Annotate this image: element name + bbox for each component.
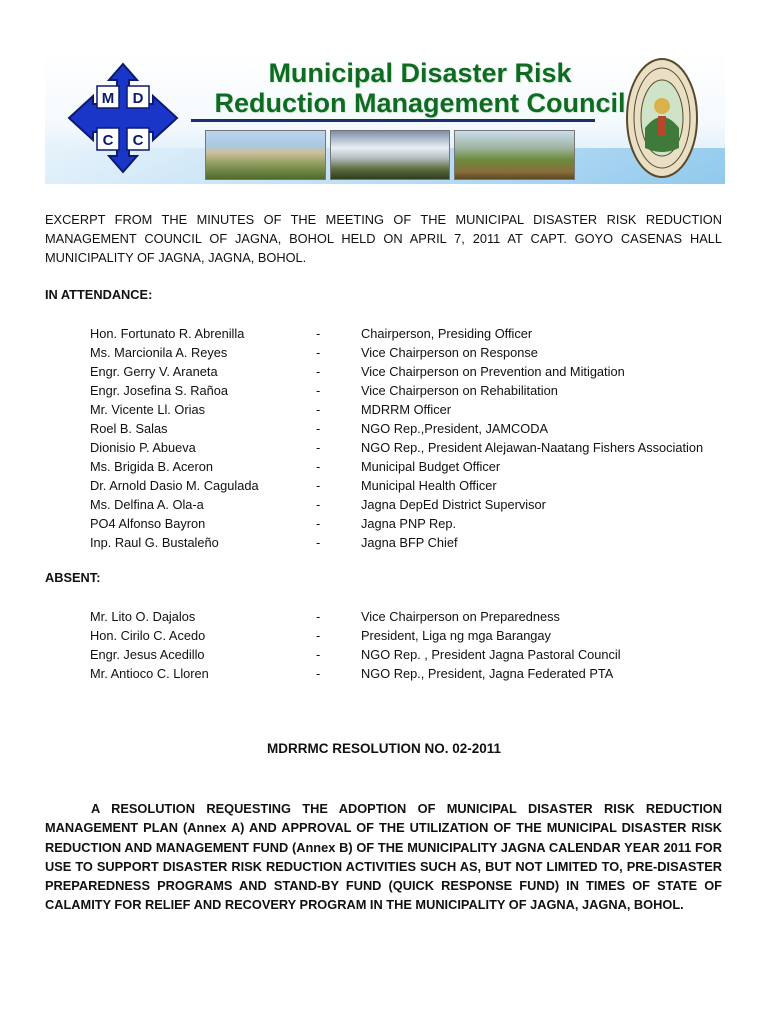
council-title-line1: Municipal Disaster Risk (268, 58, 572, 88)
separator: - (316, 478, 321, 493)
attendee-role: NGO Rep.,President, JAMCODA (361, 421, 549, 436)
list-item (90, 476, 730, 495)
attendee-name: Mr. Vicente Ll. Orias (90, 402, 205, 417)
list-item (90, 533, 730, 552)
separator: - (316, 440, 321, 455)
separator: - (316, 628, 321, 643)
absentee-name: Mr. Antioco C. Lloren (90, 666, 209, 681)
attendee-name: Dr. Arnold Dasio M. Cagulada (90, 478, 259, 493)
logo-letter-m: M (101, 90, 115, 107)
absentee-name: Mr. Lito O. Dajalos (90, 609, 196, 624)
absentee-role: President, Liga ng mga Barangay (361, 628, 551, 643)
attendee-role: Vice Chairperson on Prevention and Mitigation (361, 364, 625, 379)
council-title-line2: Reduction Management Council (214, 88, 626, 118)
storm-photo (330, 130, 451, 180)
attendee-name: Ms. Marcionila A. Reyes (90, 345, 228, 360)
attendee-name: Ms. Brigida B. Aceron (90, 459, 214, 474)
separator: - (316, 421, 321, 436)
separator: - (316, 364, 321, 379)
separator: - (316, 647, 321, 662)
absentee-name: Engr. Jesus Acedillo (90, 647, 205, 662)
attendee-role: Municipal Health Officer (361, 478, 497, 493)
landslide-photo (205, 130, 326, 180)
attendee-name: Inp. Raul G. Bustaleño (90, 535, 219, 550)
list-item (90, 438, 730, 457)
absentee-name: Hon. Cirilo C. Acedo (90, 628, 206, 643)
attendee-role: MDRRM Officer (361, 402, 452, 417)
banner-photos (205, 130, 575, 178)
resolution-title: MDRRMC RESOLUTION NO. 02-2011 (266, 741, 502, 756)
list-item (90, 457, 730, 476)
attendance-list (90, 324, 730, 552)
separator: - (316, 383, 321, 398)
attendee-role: NGO Rep., President Alejawan-Naatang Fishers Association (361, 440, 704, 455)
attendee-name: Ms. Delfina A. Ola-a (90, 497, 204, 512)
separator: - (316, 666, 321, 681)
absent-label: ABSENT: (45, 570, 101, 585)
list-item (90, 626, 730, 645)
title-underline (191, 119, 595, 122)
attendee-name: Engr. Gerry V. Araneta (90, 364, 218, 379)
attendee-name: Roel B. Salas (90, 421, 168, 436)
logo-letter-c1: C (102, 132, 114, 149)
hillside-photo (454, 130, 575, 180)
separator: - (316, 326, 321, 341)
logo-letter-d: D (132, 90, 144, 107)
list-item (90, 381, 730, 400)
list-item (90, 400, 730, 419)
absent-list (90, 607, 730, 683)
absentee-role: Vice Chairperson on Preparedness (361, 609, 560, 624)
list-item (90, 514, 730, 533)
separator: - (316, 609, 321, 624)
attendee-role: Jagna BFP Chief (361, 535, 458, 550)
attendee-role: Jagna DepEd District Supervisor (361, 497, 546, 512)
mdrrmc-logo-icon (67, 62, 179, 174)
list-item (90, 324, 730, 343)
attendee-role: Vice Chairperson on Response (361, 345, 538, 360)
absentee-role: NGO Rep., President, Jagna Federated PTA (361, 666, 614, 681)
attendee-name: Hon. Fortunato R. Abrenilla (90, 326, 245, 341)
attendee-name: Dionisio P. Abueva (90, 440, 196, 455)
list-item (90, 664, 730, 683)
separator: - (316, 497, 321, 512)
list-item (90, 343, 730, 362)
attendee-role: Municipal Budget Officer (361, 459, 501, 474)
separator: - (316, 516, 321, 531)
list-item (90, 362, 730, 381)
logo-letter-c2: C (132, 132, 144, 149)
list-item (90, 607, 730, 626)
minutes-intro: EXCERPT FROM THE MINUTES OF THE MEETING OF THE MUNICIPAL DISASTER RISK REDUCTION MANAGEMENT COUNCIL OF JAGNA, BOHOL HELD ON APRIL 7, 2011 AT CAPT. GOYO CASENAS HALL MUNICIPALITY OF JAGNA, JAGNA, BOHOL. (45, 212, 722, 265)
absentee-role: NGO Rep. , President Jagna Pastoral Council (361, 647, 621, 662)
attendee-role: Vice Chairperson on Rehabilitation (361, 383, 558, 398)
municipal-seal-icon (625, 56, 699, 180)
separator: - (316, 459, 321, 474)
header-banner (45, 52, 725, 184)
resolution-body: A RESOLUTION REQUESTING THE ADOPTION OF MUNICIPAL DISASTER RISK REDUCTION MANAGEMENT PLAN (Annex A) AND APPROVAL OF THE UTILIZATION OF THE MUNICIPAL DISASTER RISK REDUCTION AND MANAGEMENT FUND (Annex B) OF THE MUNICIPALITY JAGNA CALENDAR YEAR 2011 FOR USE TO SUPPORT DISASTER RISK REDUCTION ACTIVITIES SUCH AS, BUT NOT LIMITED TO, PRE-DISASTER PREPAREDNESS PROGRAMS AND STAND-BY FUND (QUICK RESPONSE FUND) IN TIMES OF STATE OF CALAMITY FOR RELIEF AND RECOVERY PROGRAM IN THE MUNICIPALITY OF JAGNA, JAGNA, BOHOL. (45, 801, 722, 913)
separator: - (316, 402, 321, 417)
attendee-role: Chairperson, Presiding Officer (361, 326, 533, 341)
attendee-name: PO4 Alfonso Bayron (90, 516, 206, 531)
list-item (90, 645, 730, 664)
separator: - (316, 535, 321, 550)
separator: - (316, 345, 321, 360)
list-item (90, 419, 730, 438)
attendee-name: Engr. Josefina S. Rañoa (90, 383, 229, 398)
attendance-label: IN ATTENDANCE: (45, 287, 153, 302)
list-item (90, 495, 730, 514)
council-title (185, 58, 655, 118)
attendee-role: Jagna PNP Rep. (361, 516, 457, 531)
